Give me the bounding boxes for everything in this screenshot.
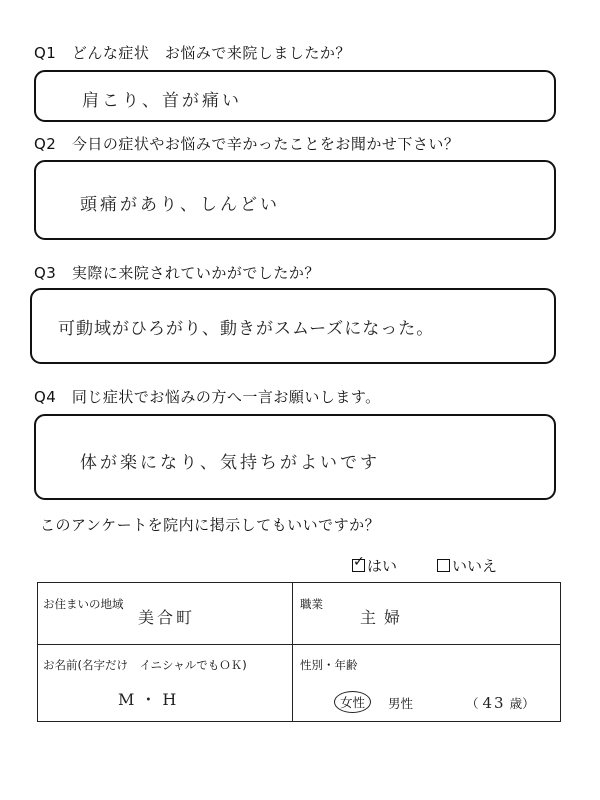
q2-answer: 頭痛があり、しんどい xyxy=(80,195,280,215)
age-value: 43 xyxy=(482,694,506,712)
q3-answer: 可動域がひろがり、動きがスムーズになった。 xyxy=(58,319,435,339)
q1-answer-box xyxy=(34,70,556,122)
gender-male-option: 男性 xyxy=(388,696,414,711)
q1-label: Q1 どんな症状 お悩みで来院しましたか？ xyxy=(34,44,351,62)
gender-age-label: 性別・年齢 xyxy=(300,658,358,672)
age-field xyxy=(466,694,535,712)
q2-label: Q2 今日の症状やお悩みで辛かったことをお聞かせ下さい？ xyxy=(34,135,460,153)
area-label: お住まいの地域 xyxy=(43,597,124,611)
job-label: 職業 xyxy=(300,597,323,611)
age-open-paren: （ xyxy=(466,696,479,711)
q3-label: Q3 実際に来院されていかがでしたか？ xyxy=(34,264,320,282)
table-divider-horizontal xyxy=(38,644,560,645)
q2-answer-box xyxy=(34,160,556,240)
q4-answer: 体が楽になり、気持ちがよいです xyxy=(80,453,380,473)
q1-answer: 肩こり、首が痛い xyxy=(82,91,242,111)
job-value: 主婦 xyxy=(360,608,409,627)
q4-label: Q4 同じ症状でお悩みの方へ一言お願いします。 xyxy=(34,388,381,406)
consent-no-label: いいえ xyxy=(452,557,498,575)
q3-answer-box xyxy=(30,288,556,364)
name-label: お名前(名字だけ イニシャルでもＯＫ) xyxy=(43,658,247,672)
consent-yes-option[interactable] xyxy=(352,555,397,576)
table-divider-vertical xyxy=(292,583,293,721)
consent-no-option[interactable] xyxy=(437,555,497,576)
q4-answer-box xyxy=(34,414,556,500)
area-value: 美合町 xyxy=(138,608,196,627)
consent-question: このアンケートを院内に掲示してもいいですか？ xyxy=(40,516,381,534)
name-value: M・H xyxy=(118,690,183,709)
checked-checkbox-icon[interactable] xyxy=(352,559,365,572)
profile-table xyxy=(37,582,561,722)
female-circle: 女性 xyxy=(334,691,371,713)
consent-yes-label: はい xyxy=(367,557,398,575)
empty-checkbox-icon[interactable] xyxy=(437,559,450,572)
age-unit: 歳） xyxy=(509,696,535,711)
gender-female-option xyxy=(334,691,371,713)
